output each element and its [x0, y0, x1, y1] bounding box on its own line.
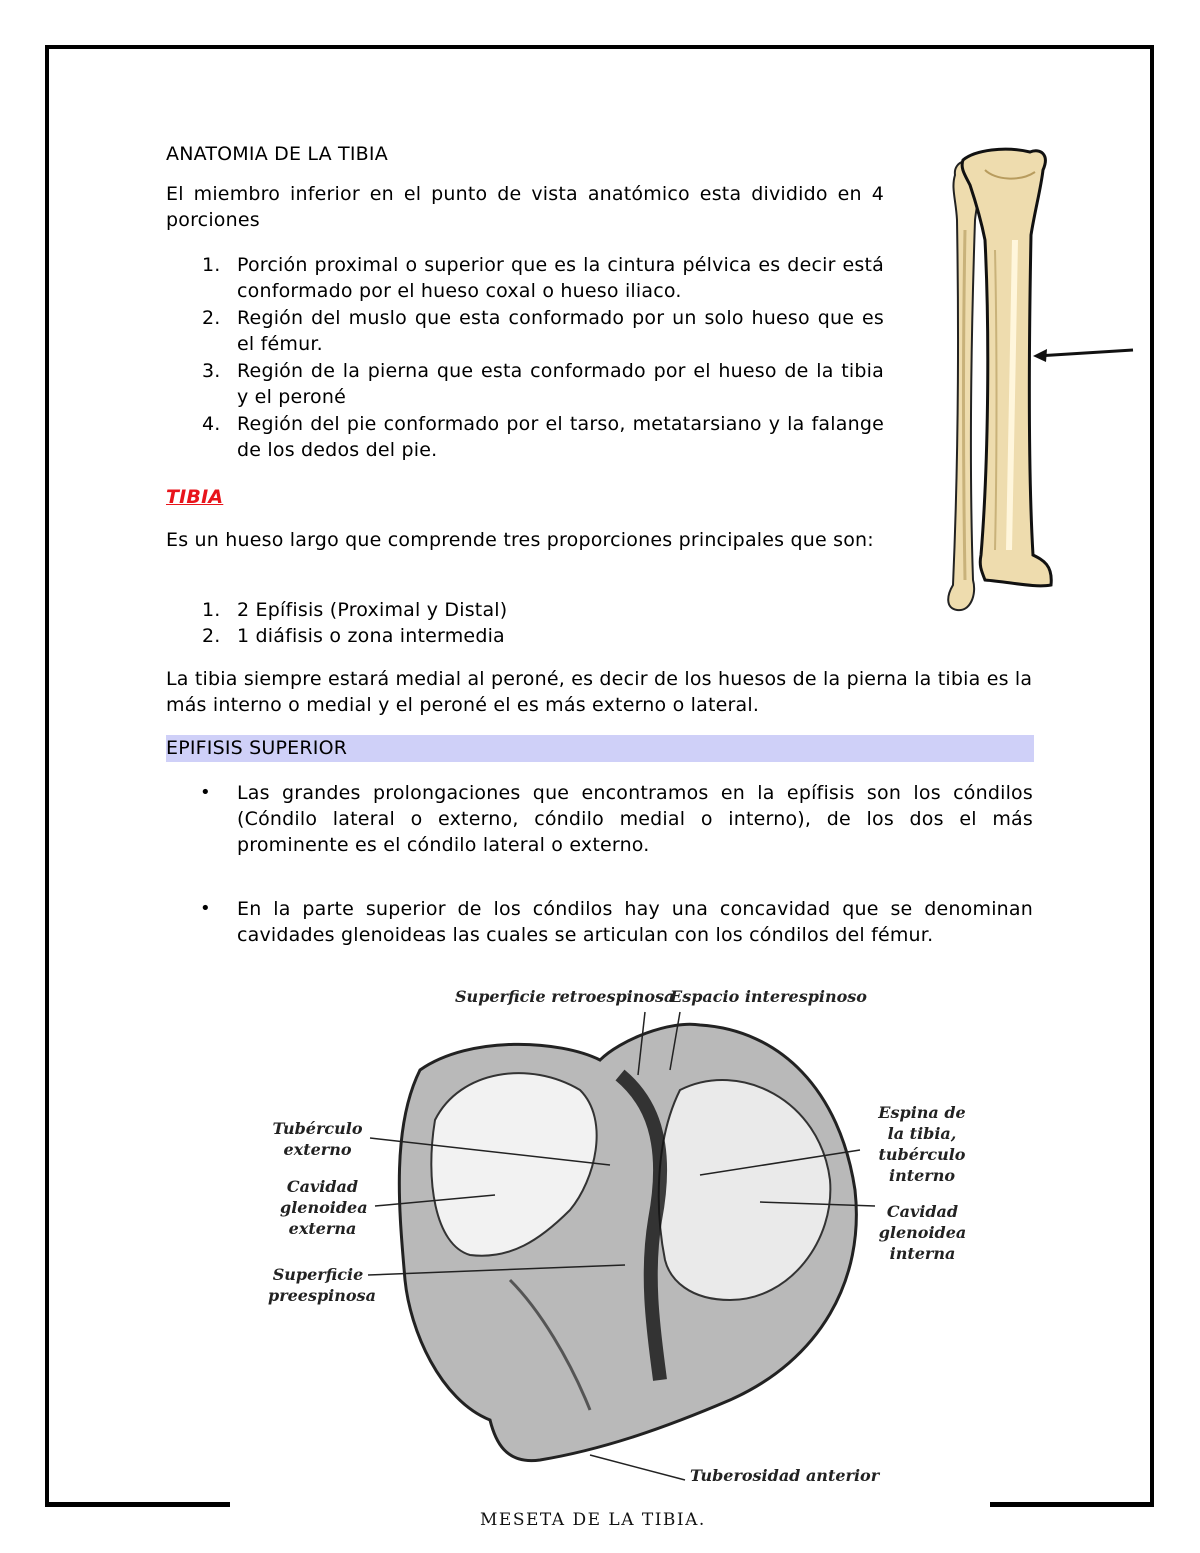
list-number: 3. — [202, 360, 221, 382]
label-superficie-preespinosa: Superficie preespinosa — [268, 1265, 376, 1305]
list-item-text: Región del muslo que esta conformado por un solo hueso que es el fémur. — [237, 307, 884, 355]
tibial-plateau-illustration — [260, 980, 980, 1500]
list-number: 2. — [202, 625, 221, 647]
list-item — [166, 411, 884, 463]
page-border-bottom-left — [45, 1502, 230, 1507]
list-item-text: En la parte superior de los cóndilos hay una concavidad que se denominan cavidades glenoideas las cuales se articulan con los cóndilos del fémur. — [237, 898, 1033, 946]
list-number: 1. — [202, 599, 221, 621]
label-tuberculo-externo: Tubérculo externo — [272, 1119, 363, 1159]
list-item-text: Las grandes prolongaciones que encontramos en la epífisis son los cóndilos (Cóndilo lateral o externo, cóndilo medial o interno), de los dos el más prominente es el cóndilo lateral o externo. — [237, 782, 1033, 856]
list-number: 2. — [202, 307, 221, 329]
list-item-text: 2 Epífisis (Proximal y Distal) — [237, 599, 508, 621]
tibia-fibula-illustration — [925, 140, 1140, 620]
list-item-text: 1 diáfisis o zona intermedia — [237, 625, 505, 647]
list-item — [166, 780, 1033, 858]
parts-list — [166, 597, 884, 649]
label-cavidad-glenoidea-externa: Cavidad glenoidea externa — [280, 1177, 368, 1238]
plateau-outline — [399, 1024, 856, 1460]
bullet-list — [166, 896, 1033, 948]
label-espacio-interespinoso: Espacio interespinoso — [670, 987, 867, 1006]
bullet-icon: • — [200, 898, 211, 919]
list-number: 1. — [202, 254, 221, 276]
label-espina-de-la-tibia: Espina de la tibia, tubérculo interno — [878, 1103, 966, 1185]
label-cavidad-glenoidea-interna: Cavidad glenoidea interna — [878, 1202, 967, 1263]
list-item — [166, 623, 884, 649]
arrow-icon — [1033, 349, 1133, 362]
label-superficie-retroespinosa: Superficie retroespinosa — [455, 987, 675, 1006]
tibia-description: Es un hueso largo que comprende tres proporciones principales que son: — [166, 529, 874, 551]
page-border-bottom-right — [990, 1502, 1154, 1507]
list-item-text: Porción proximal o superior que es la cintura pélvica es decir está conformado por el hueso coxal o hueso iliaco. — [237, 254, 884, 302]
list-item-text: Región del pie conformado por el tarso, metatarsiano y la falange de los dedos del pie. — [237, 413, 884, 461]
figure-caption: MESETA DE LA TIBIA. — [480, 1510, 706, 1530]
list-item — [166, 305, 884, 357]
page-border-right — [1150, 45, 1154, 1507]
bullet-list — [166, 780, 1033, 858]
page-border-left — [45, 45, 49, 1507]
fibula-bone — [948, 161, 981, 610]
list-item — [166, 358, 884, 410]
epifisis-heading: EPIFISIS SUPERIOR — [166, 737, 348, 759]
list-item-text: Región de la pierna que esta conformado por el hueso de la tibia y el peroné — [237, 360, 884, 408]
page-border-top — [47, 45, 1154, 49]
list-item — [166, 597, 884, 623]
portions-list — [166, 252, 884, 464]
list-number: 4. — [202, 413, 221, 435]
bullet-icon: • — [200, 782, 211, 803]
intro-paragraph: El miembro inferior en el punto de vista anatómico esta dividido en 4 porciones — [166, 183, 884, 231]
page-title: ANATOMIA DE LA TIBIA — [166, 143, 388, 165]
tibia-heading: TIBIA — [166, 486, 224, 508]
label-tuberosidad-anterior: Tuberosidad anterior — [690, 1466, 880, 1485]
list-item — [166, 252, 884, 304]
medial-paragraph: La tibia siempre estará medial al peroné, es decir de los huesos de la pierna la tibia es la más interno o medial y el peroné el es más externo o lateral. — [166, 668, 1033, 716]
list-item — [166, 896, 1033, 948]
